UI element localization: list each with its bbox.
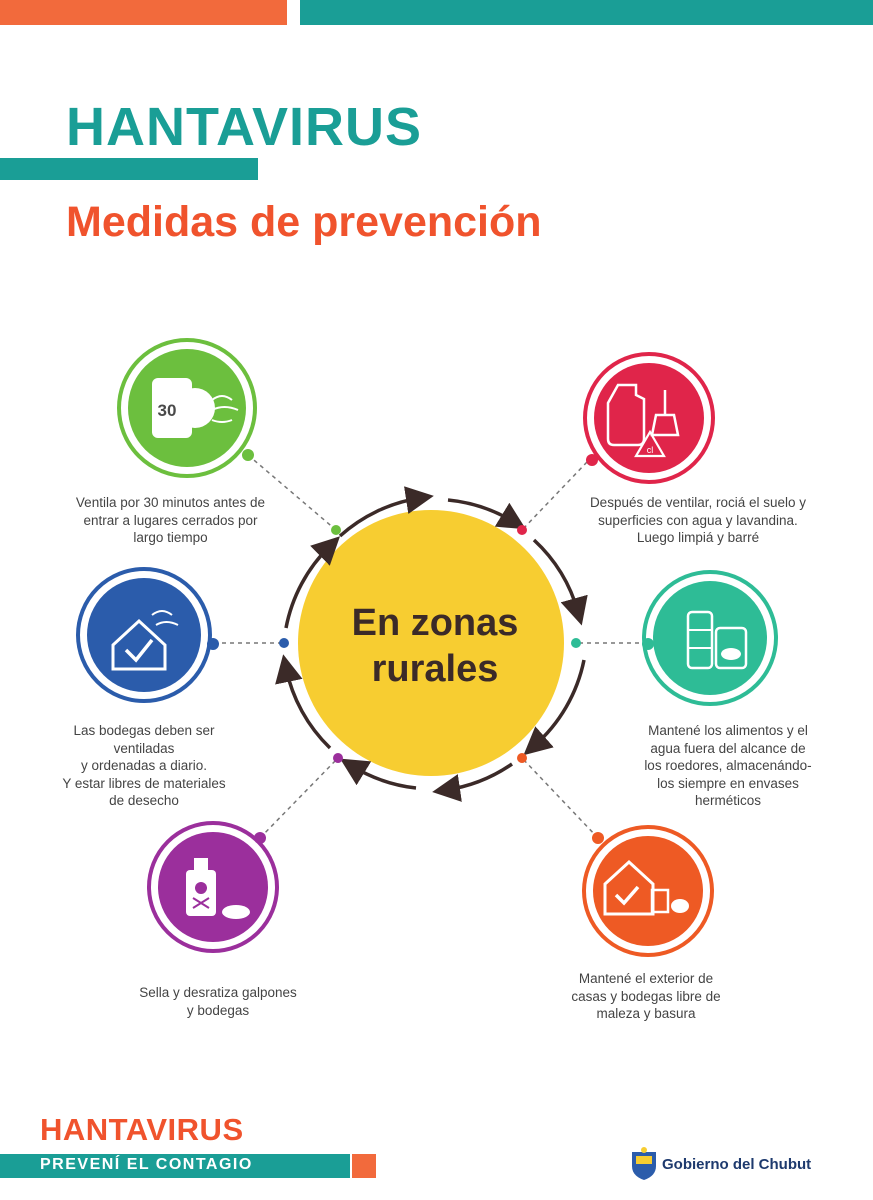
- ventilation-timer-icon: [119, 340, 255, 476]
- measure-caption-storage: Las bodegas deben ser ventiladas y ordenadas a diario. Y estar libres de materiales de desecho: [62, 723, 226, 808]
- government-name: Gobierno del Chubut: [662, 1156, 812, 1173]
- food-containers-icon: [642, 572, 776, 704]
- house-wind-icon: [78, 569, 219, 701]
- page-title: HANTAVIRUS: [66, 97, 422, 157]
- measure-caption-spray: Después de ventilar, rociá el suelo y superficies con agua y lavandina. Luego limpiá y barré: [589, 495, 807, 545]
- footer-accent-square: [352, 1154, 376, 1178]
- svg-text:cl: cl: [646, 445, 654, 455]
- spray-broom-icon: [585, 354, 713, 482]
- page-subtitle: Medidas de prevención: [66, 198, 542, 246]
- svg-text:30: 30: [157, 401, 177, 420]
- house-trash-icon: [584, 827, 712, 955]
- center-label-line-2: rurales: [371, 648, 499, 690]
- footer-tagline: PREVENÍ EL CONTAGIO: [40, 1156, 253, 1173]
- measure-caption-ventilation: Ventila por 30 minutos antes de entrar a lugares cerrados por largo tiempo: [75, 495, 266, 545]
- measure-caption-rodents: Sella y desratiza galpones y bodegas: [139, 985, 297, 1018]
- footer-title: HANTAVIRUS: [40, 1112, 244, 1147]
- chubut-shield-icon: [630, 1146, 658, 1180]
- center-label: [300, 600, 570, 692]
- measure-caption-food: Mantené los alimentos y el agua fuera del alcance de los roedores, almacenándo- los siempre en envases herméticos: [644, 723, 812, 808]
- poison-rat-icon: [149, 823, 277, 951]
- measure-caption-exterior: Mantené el exterior de casas y bodegas libre de maleza y basura: [571, 971, 721, 1021]
- center-label-line-1: En zonas: [351, 602, 519, 644]
